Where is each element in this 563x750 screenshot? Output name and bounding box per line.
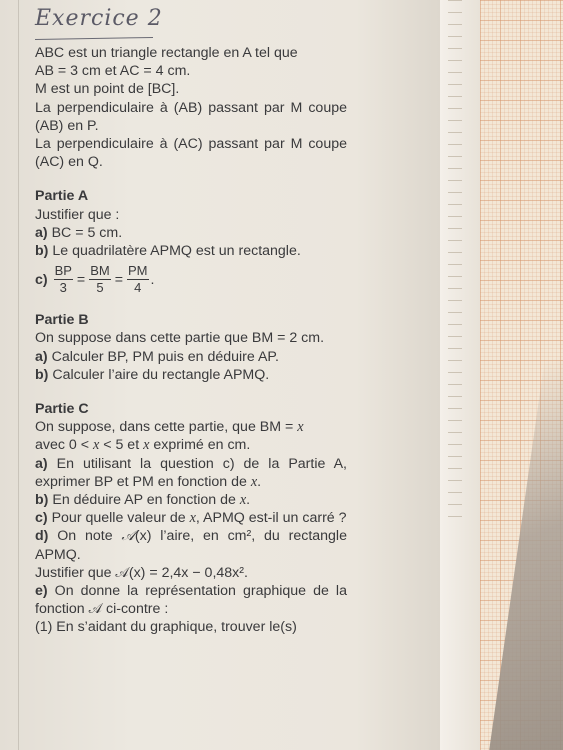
numerator: BM [90, 263, 110, 279]
partie-c-item-e-sub: (1) En s’aidant du graphique, trouver le(s) [35, 619, 297, 636]
period: . [150, 271, 155, 288]
denominator: 4 [134, 280, 142, 296]
variable-x: x [250, 473, 258, 490]
denominator: 3 [59, 280, 67, 296]
item-text: On note [57, 528, 122, 545]
partie-c-item-d [35, 527, 347, 563]
ruler-ticks [448, 0, 462, 520]
equals-sign: = [114, 271, 124, 288]
item-label: b) [35, 492, 49, 509]
equals-sign: = [76, 271, 86, 288]
partie-c-item-a: a) En utilisant la question c) de la Partie A, exprimer BP et PM en fonction de x. [35, 455, 347, 490]
exercise-title-text: Exercice 2 [35, 6, 163, 31]
lead-text: avec 0 < [35, 437, 93, 454]
numerator: PM [128, 263, 148, 279]
item-text: Calculer l’aire du rectangle APMQ. [52, 366, 270, 383]
variable-x: x [239, 492, 247, 509]
lead-text: On suppose, dans cette partie, que BM = [35, 419, 298, 436]
lead-text: < 5 et [99, 437, 144, 454]
intro-line-1: ABC est un triangle rectangle en A tel que [35, 45, 298, 61]
item-text: En utilisant la question c) de la Partie A, exprimer BP et PM en fonction de [35, 455, 347, 490]
variable-x: x [189, 510, 196, 527]
partie-a-lead: Justifier que : [35, 206, 120, 223]
item-text: On donne la représentation graphique de la fonction 𝒜 ci-contre : [35, 583, 347, 618]
exercise-content [35, 6, 347, 637]
partie-c-item-b: b) En déduire AP en fonction de x. [35, 492, 251, 509]
item-label: b) [35, 366, 49, 383]
partie-a-heading: Partie A [35, 188, 89, 205]
item-text: (x) l’aire, en cm², du rectangle APMQ. [35, 528, 347, 563]
partie-a-item-a [35, 224, 347, 242]
function-a-symbol: 𝒜 [121, 528, 135, 545]
title-underline [35, 37, 153, 40]
intro-line-4: La perpendiculaire à (AB) passant par M coupe (AB) en P. [35, 99, 347, 134]
partie-a-item-b [35, 242, 347, 260]
exercise-title [35, 6, 347, 38]
fraction-bm-5 [89, 264, 111, 295]
item-label: a) [35, 224, 48, 241]
item-text: Le quadrilatère APMQ est un rectangle. [52, 243, 301, 260]
intro-line-5: La perpendiculaire à (AC) passant par M coupe (AC) en Q. [35, 136, 347, 171]
partie-c-item-e [35, 582, 347, 618]
partie-c-item-c [35, 509, 347, 527]
partie-b-lead: On suppose dans cette partie que BM = 2 cm. [35, 330, 325, 347]
item-label: b) [35, 243, 49, 260]
partie-b-item-a [35, 348, 347, 366]
item-label: c) [35, 510, 48, 527]
partie-c-lead-1 [35, 418, 347, 436]
partie-c-lead-2 [35, 436, 347, 454]
partie-b-heading: Partie B [35, 312, 89, 329]
item-label: a) [35, 455, 48, 472]
numerator: BP [54, 263, 72, 279]
partie-c-heading: Partie C [35, 401, 89, 418]
item-text: , APMQ est-il un carré ? [195, 510, 347, 527]
partie-b-item-b [35, 366, 347, 384]
item-text: Pour quelle valeur de [51, 510, 190, 527]
item-text: Calculer BP, PM puis en déduire AP. [51, 348, 279, 365]
item-label: c) [35, 271, 48, 288]
item-label: a) [35, 348, 48, 365]
intro-line-3: M est un point de [BC]. [35, 81, 180, 98]
item-label: e) [35, 583, 48, 600]
variable-x: x [143, 437, 150, 454]
intro-line-2: AB = 3 cm et AC = 4 cm. [35, 63, 191, 80]
item-text: En déduire AP en fonction de [52, 492, 240, 509]
partie-a-item-c [35, 264, 347, 295]
fraction-bp-3 [54, 264, 73, 295]
variable-x: x [92, 437, 100, 454]
variable-x: x [297, 419, 304, 436]
denominator: 5 [96, 280, 104, 296]
item-text: BC = 5 cm. [51, 224, 123, 241]
lead-text: exprimé en cm. [149, 437, 251, 454]
partie-c-item-d-justify: Justifier que 𝒜(x) = 2,4x − 0,48x². [35, 564, 248, 581]
item-label: d) [35, 528, 49, 545]
fraction-pm-4 [127, 264, 149, 295]
page-fold-line [18, 0, 19, 750]
